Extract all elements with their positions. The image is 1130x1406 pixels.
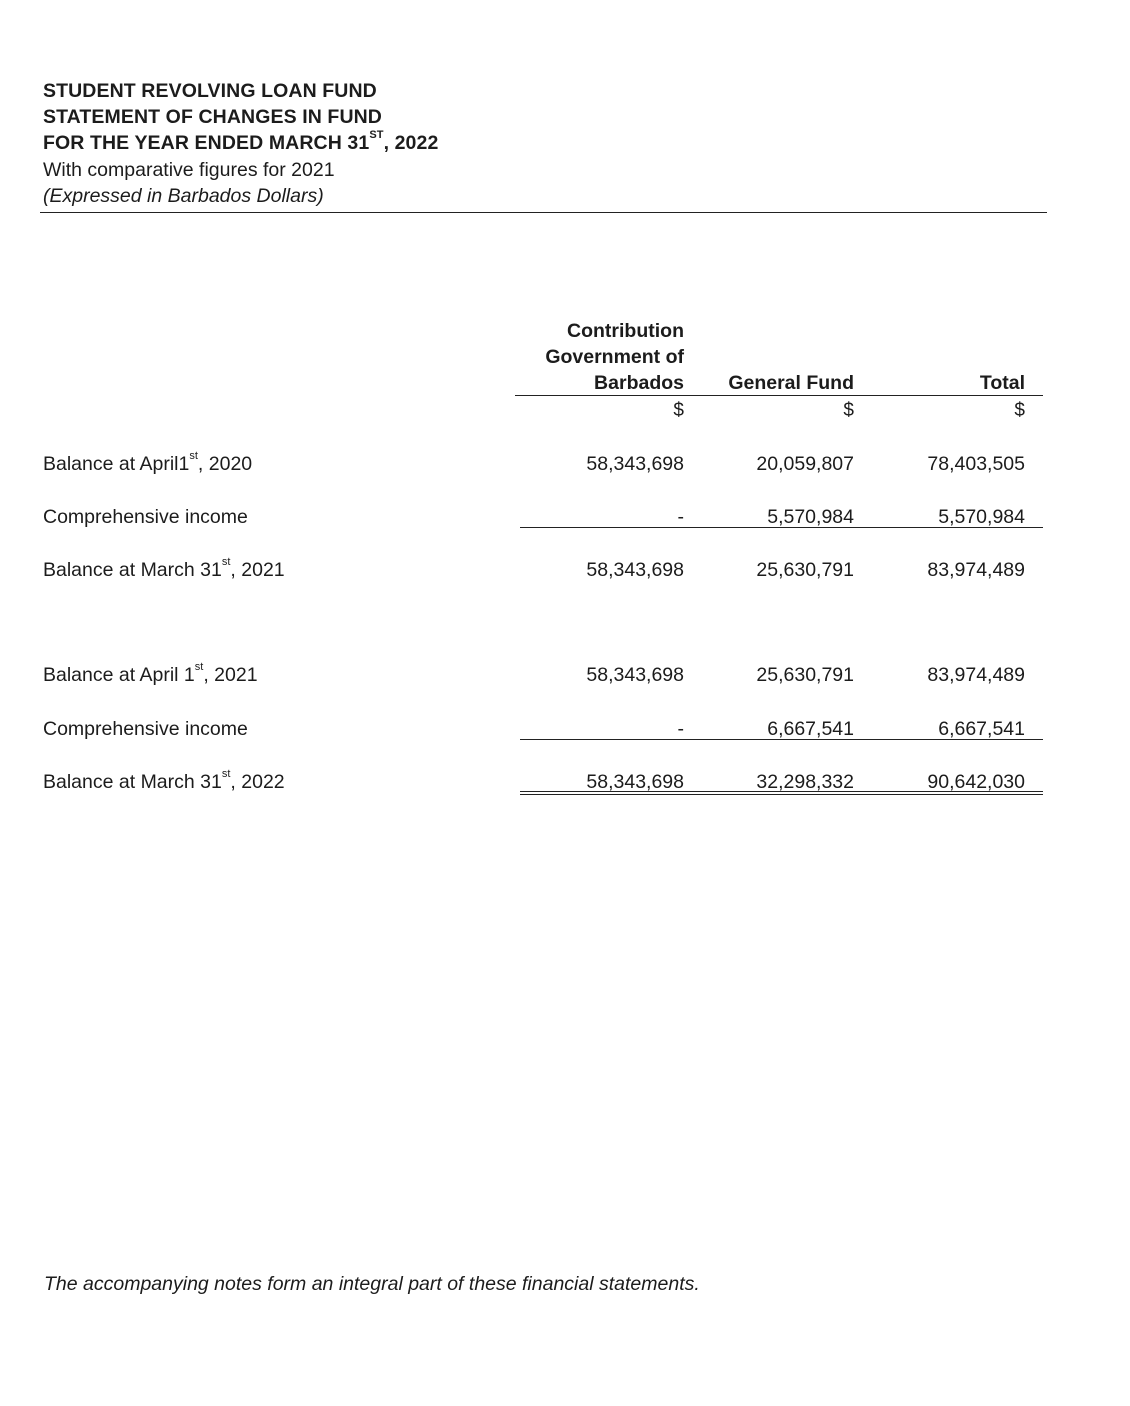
cell-contribution-opening-2021: 58,343,698 xyxy=(586,664,684,686)
statement-name-title: STATEMENT OF CHANGES IN FUND xyxy=(43,106,382,128)
row-label-closing-2021: Balance at March 31st, 2021 xyxy=(43,556,285,581)
cell-general-fund-closing-2021: 25,630,791 xyxy=(756,559,854,581)
currency-note: (Expressed in Barbados Dollars) xyxy=(43,185,324,207)
cell-total-income-2022: 6,667,541 xyxy=(938,718,1025,740)
col-general-fund-header: General Fund xyxy=(728,372,854,394)
row-label-comprehensive-income-2021: Comprehensive income xyxy=(43,506,248,528)
statement-period-title: FOR THE YEAR ENDED MARCH 31ST, 2022 xyxy=(43,129,439,154)
cell-contribution-income-2022: - xyxy=(677,718,684,740)
row-label-opening-2020: Balance at April1st, 2020 xyxy=(43,450,253,475)
cell-general-fund-closing-2022: 32,298,332 xyxy=(756,771,854,793)
subtotal-rule-2022 xyxy=(520,739,1043,740)
cell-general-fund-income-2022: 6,667,541 xyxy=(767,718,854,740)
cell-general-fund-opening-2021: 25,630,791 xyxy=(756,664,854,686)
col-contribution-header-line2: Government of xyxy=(545,346,684,368)
col-contribution-header-line3: Barbados xyxy=(594,372,684,394)
row-label-opening-2021: Balance at April 1st, 2021 xyxy=(43,661,258,686)
cell-contribution-opening-2020: 58,343,698 xyxy=(586,453,684,475)
header-divider xyxy=(40,212,1047,213)
column-header-underline xyxy=(515,395,1043,396)
row-label-comprehensive-income-2022: Comprehensive income xyxy=(43,718,248,740)
cell-total-opening-2021: 83,974,489 xyxy=(927,664,1025,686)
cell-general-fund-income-2021: 5,570,984 xyxy=(767,506,854,528)
cell-contribution-income-2021: - xyxy=(677,506,684,528)
col-contribution-header-line1: Contribution xyxy=(567,320,684,342)
col-total-currency: $ xyxy=(1014,400,1025,421)
statement-entity-title: STUDENT REVOLVING LOAN FUND xyxy=(43,80,377,102)
cell-total-closing-2022: 90,642,030 xyxy=(927,771,1025,793)
col-general-fund-currency: $ xyxy=(843,400,854,421)
total-rule-lower xyxy=(520,794,1043,795)
comparative-note: With comparative figures for 2021 xyxy=(43,159,335,181)
cell-general-fund-opening-2020: 20,059,807 xyxy=(756,453,854,475)
col-contribution-currency: $ xyxy=(673,400,684,421)
subtotal-rule-2021 xyxy=(520,527,1043,528)
cell-total-income-2021: 5,570,984 xyxy=(938,506,1025,528)
total-rule-upper xyxy=(520,791,1043,792)
cell-contribution-closing-2021: 58,343,698 xyxy=(586,559,684,581)
row-label-closing-2022: Balance at March 31st, 2022 xyxy=(43,768,285,793)
col-total-header: Total xyxy=(979,372,1025,394)
cell-total-opening-2020: 78,403,505 xyxy=(927,453,1025,475)
footer-note: The accompanying notes form an integral part of these financial statements. xyxy=(44,1273,700,1295)
cell-total-closing-2021: 83,974,489 xyxy=(927,559,1025,581)
cell-contribution-closing-2022: 58,343,698 xyxy=(586,771,684,793)
